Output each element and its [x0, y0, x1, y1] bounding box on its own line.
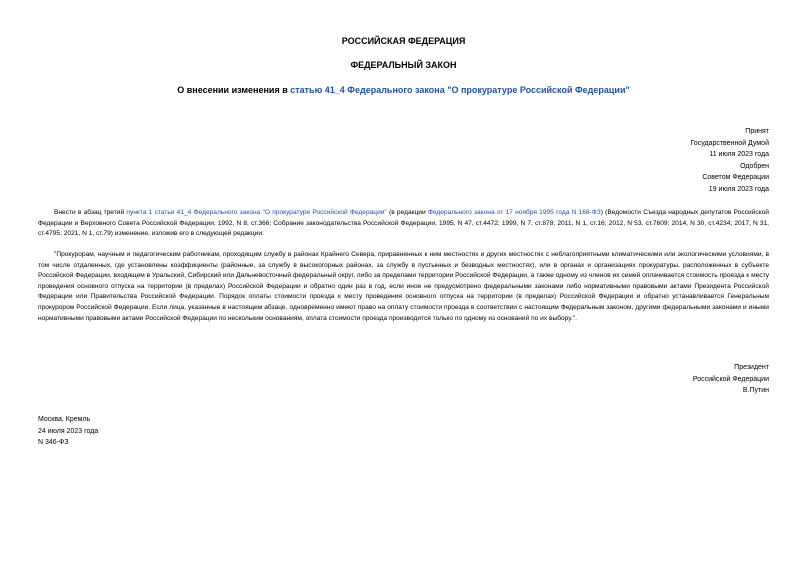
adoption-block [690, 126, 769, 195]
signature-line: В.Путин [742, 387, 769, 394]
adoption-line: Государственной Думой [690, 139, 769, 147]
place-date-line: N 346-ФЗ [38, 439, 69, 446]
adoption-line: 11 июля 2023 года [709, 151, 769, 158]
adoption-line: Принят [745, 128, 769, 135]
adoption-line: Одобрен [740, 162, 769, 170]
signature-block [693, 362, 769, 397]
law-title [0, 85, 807, 95]
title-article-link[interactable]: статью 41_4 Федерального закона "О прокуратуре Российской Федерации" [290, 85, 630, 95]
new-wording-paragraph: "Прокурорам, научным и педагогическим работникам, проходящим службу в районах Крайнего Севера, приравненных к ним местностях и других местностях с неблагоприятными климатическими или экологическими условиями, в том числе отдаленных, где установлены коэффициенты (районные, за службу в высокогорных районах, за службу в пустынных и безводных местностях), или в органах и организациях прокуратуры, расположенных в субъекте Российской Федерации, входящем в Уральский, Сибирский или Дальневосточный федеральный округ, либо за пределами территории Российской Федерации, а также одному из членов их семей оплачивается стоимость проезда к месту проведения основного отпуска на территории (в пределах) Российской Федерации и обратно один раз в год, если иное не предусмотрено федеральными законами либо нормативными правовыми актами Президента Российской Федерации или Правительства Российской Федерации. Порядок оплаты стоимости проезда к месту проведения основного отпуска на территории (в пределах) Российской Федерации и обратно устанавливается Генеральным прокурором Российской Федерации. Если лица, указанные в настоящем абзаце, одновременно имеют право на оплату стоимости проезда в соответствии с настоящим Федеральным законом, другими федеральными законами и иными нормативными правовыми актами Российской Федерации по нескольким основаниям, оплата стоимости проезда производится только по одному из оснований по их выбору.". [38, 251, 769, 322]
country-heading: РОССИЙСКАЯ ФЕДЕРАЦИЯ [341, 36, 466, 46]
place-date-block [38, 414, 98, 449]
place-date-line: Москва, Кремль [38, 416, 91, 423]
amendment-paragraph [38, 208, 769, 240]
p1-text: ) (Ведомости Съезда народных депутатов Российской Федерации и Верховного Совета Российской Федерации, 1992, N 8, ст.366; Собрание законодательства Российской Федерации, 1995, N 47, ст.4472; 1999, N 7, ст.878; 2011, N 1, ст.16; 2012, N 53, ст.7609; 2014, N 30, ст.4234; 2017, N 31, ст.4795; 2021, N 1, ст.79) изменение, изложив его в следующей редакции: [38, 209, 769, 238]
adoption-line: 19 июля 2023 года [708, 185, 769, 193]
p1-text: Внести в абзац третий [54, 209, 127, 216]
federal-law-link[interactable]: Федерального закона от 17 ноября 1995 года N 168-ФЗ [427, 209, 601, 216]
document-type-heading: ФЕДЕРАЛЬНЫЙ ЗАКОН [350, 60, 457, 70]
article-point-link[interactable]: пункта 1 статьи 41_4 Федерального закона "О прокуратуре Российской Федерации" [126, 209, 387, 216]
adoption-line: Советом Федерации [702, 174, 769, 181]
place-date-line: 24 июля 2023 года [38, 427, 99, 435]
p1-text: (в редакции [386, 209, 428, 216]
signature-line: Президент [734, 364, 769, 371]
signature-line: Российской Федерации [692, 375, 769, 383]
title-prefix: О внесении изменения в [177, 85, 291, 95]
